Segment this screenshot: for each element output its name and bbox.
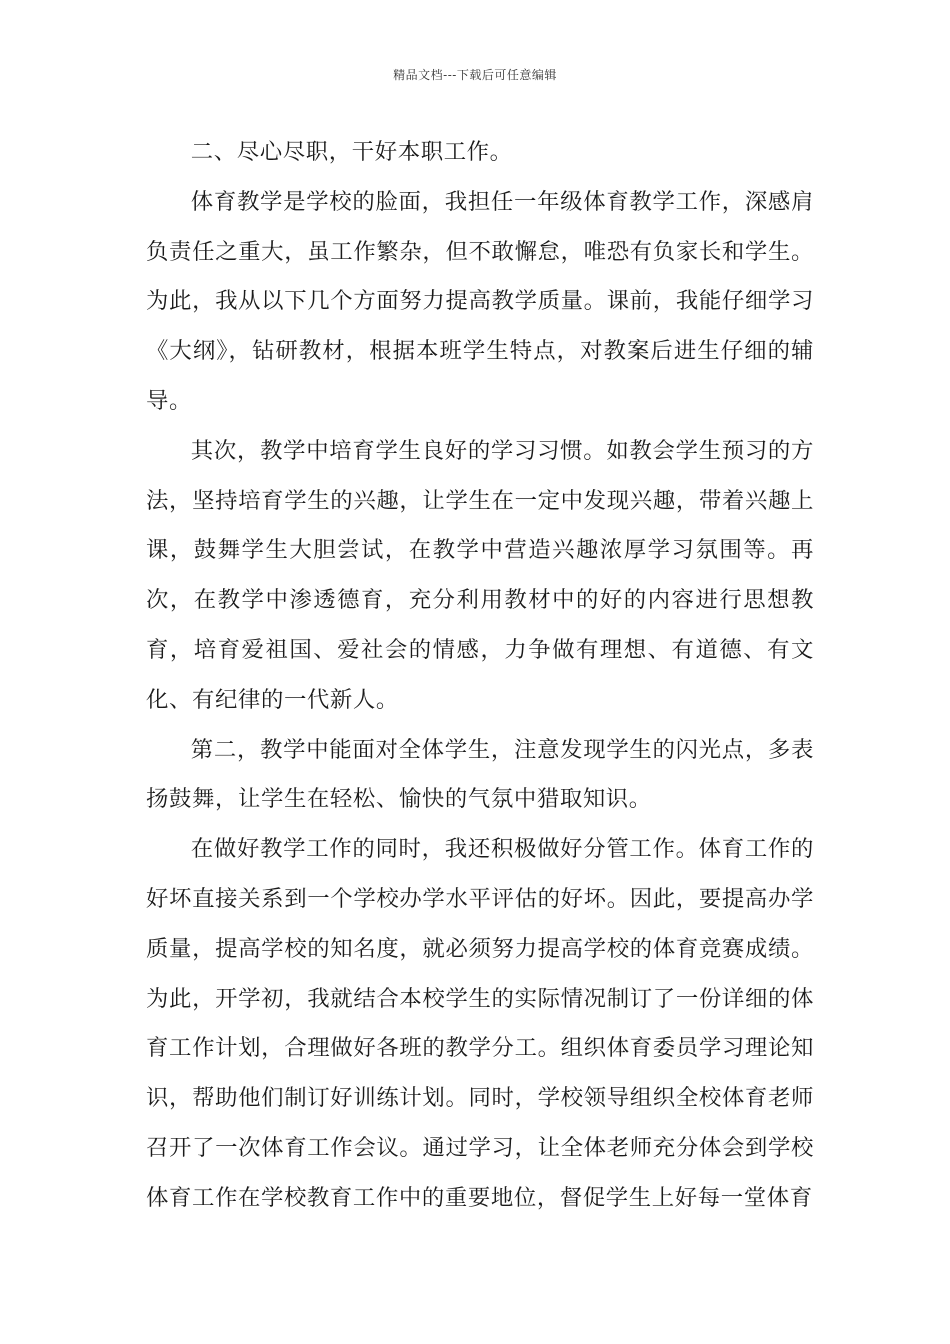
page-header: 精品文档---下载后可任意编辑	[393, 68, 557, 82]
section-heading: 二、尽心尽职，干好本职工作。	[190, 139, 513, 165]
paragraph: 第二，教学中能面对全体学生，注意发现学生的闪光点，多表扬鼓舞，让学生在轻松、愉快的气氛中猎取知识。	[146, 736, 814, 813]
paragraph: 体育教学是学校的脸面，我担任一年级体育教学工作，深感肩负责任之重大，虽工作繁杂，但不敢懈怠，唯恐有负家长和学生。为此，我从以下几个方面努力提高教学质量。课前，我能仔细学习《大纲》，钻研教材，根据本班学生特点，对教案后进生仔细的辅导。	[146, 188, 814, 414]
paragraph: 在做好教学工作的同时，我还积极做好分管工作。体育工作的好坏直接关系到一个学校办学水平评估的好坏。因此，要提高办学质量，提高学校的知名度，就必须努力提高学校的体育竞赛成绩。为此，开学初，我就结合本校学生的实际情况制订了一份详细的体育工作计划，合理做好各班的教学分工。组织体育委员学习理论知识，帮助他们制订好训练计划。同时，学校领导组织全校体育老师召开了一次体育工作会议。通过学习，让全体老师充分体会到学校体育工作在学校教育工作中的重要地位，督促学生上好每一堂体育	[146, 836, 814, 1211]
document-body	[146, 128, 814, 1224]
paragraph: 其次，教学中培育学生良好的学习习惯。如教会学生预习的方法，坚持培育学生的兴趣，让学生在一定中发现兴趣，带着兴趣上课，鼓舞学生大胆尝试，在教学中营造兴趣浓厚学习氛围等。再次，在教学中渗透德育，充分利用教材中的好的内容进行思想教育，培育爱祖国、爱社会的情感，力争做有理想、有道德、有文化、有纪律的一代新人。	[146, 437, 814, 713]
